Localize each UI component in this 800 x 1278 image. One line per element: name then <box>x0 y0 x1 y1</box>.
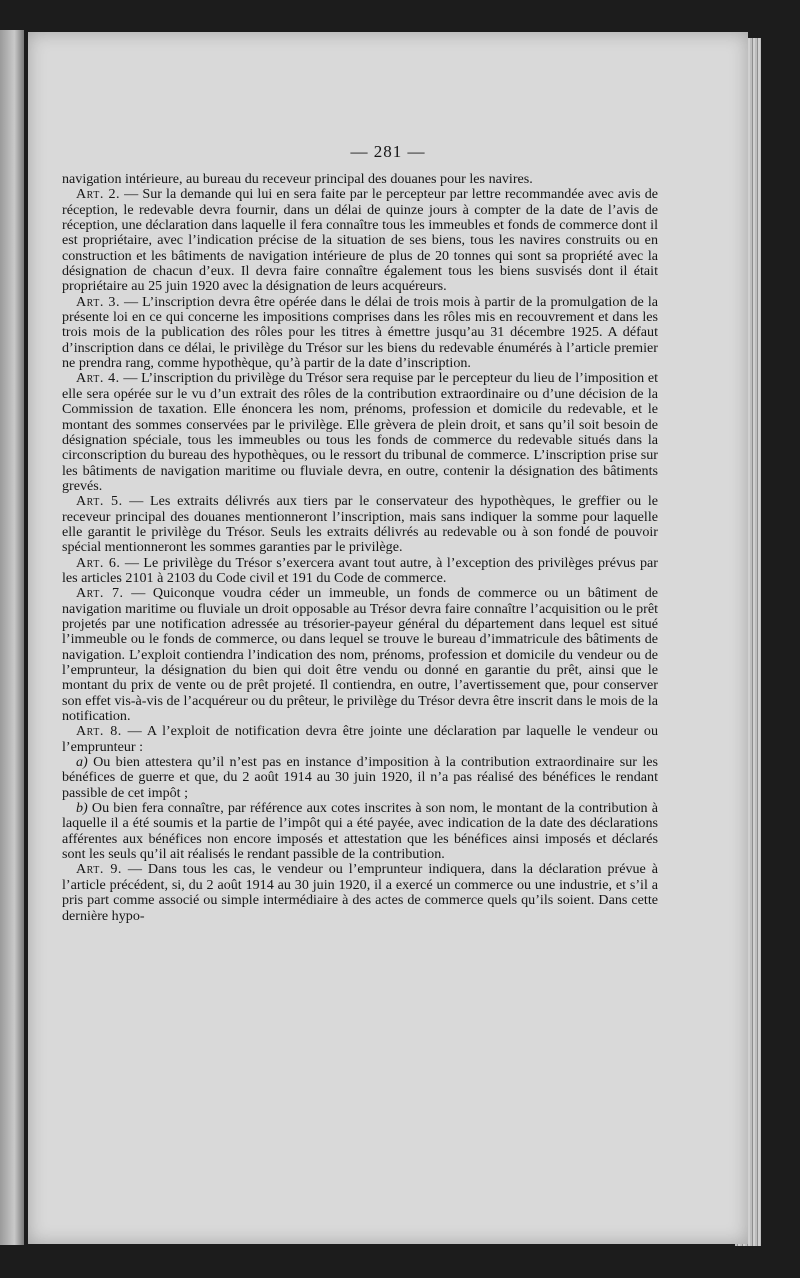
paragraph <box>62 586 658 724</box>
paragraph <box>62 172 658 187</box>
article-label: Art. 7. <box>76 585 124 602</box>
paragraph <box>62 724 658 755</box>
paragraph-text: — Dans tous les cas, le vendeur ou l’emprunteur indiquera, dans la déclaration prévue à l’article précédent, si, du 2 août 1914 au 30 juin 1920, il a exercé un commerce ou une industrie, et s’il a pris part comme associé ou simple intermédiaire à des actes de commerce quels qu’ils soient. Dans cette dernière hypo- <box>62 861 658 924</box>
paragraph <box>62 755 658 801</box>
paragraph <box>62 371 658 494</box>
article-label: Art. 8. <box>76 723 122 740</box>
list-marker: b) <box>76 800 88 817</box>
list-marker: a) <box>76 754 88 771</box>
article-label: Art. 6. <box>76 554 121 571</box>
page-number: — 281 — <box>350 142 426 161</box>
document-page <box>28 32 748 1244</box>
paragraph-text: — Les extraits délivrés aux tiers par le conservateur des hypothèques, le greffier ou le receveur principal des douanes mentionneront l’inscription, mais sans indiquer la somme pour laquelle elle garantit le privilège du Trésor. Seuls les extraits délivrés au redevable ou à son fondé de pouvoir spécial mentionneront les sommes garanties par le privilège. <box>62 493 658 556</box>
paragraph-text: Ou bien fera connaître, par référence aux cotes inscrites à son nom, le montant de la contribution à laquelle il a été soumis et la partie de l’impôt qui a été payée, avec indication de la date des déclarations afférentes aux bénéfices non encore imposés et attestation que les bénéfices ainsi imposés et déclarés sont les seuls qu’il ait réalisés le rendant passible de la contribution. <box>62 800 658 863</box>
paragraph-text: navigation intérieure, au bureau du receveur principal des douanes pour les navires. <box>62 171 533 187</box>
article-label: Art. 5. <box>76 493 123 510</box>
article-label: Art. 3. <box>76 293 120 310</box>
previous-page-edge <box>0 30 24 1245</box>
article-label: Art. 9. <box>76 861 122 878</box>
paragraph <box>62 801 658 862</box>
body-text <box>62 172 658 924</box>
paragraph-text: Ou bien attestera qu’il n’est pas en instance d’imposition à la contribution extraordinaire sur les bénéfices de guerre et que, du 2 août 1914 au 30 juin 1920, il n’a pas réalisé des bénéfices le rendant passible de cet impôt ; <box>62 754 658 801</box>
paragraph-text: — L’inscription devra être opérée dans le délai de trois mois à partir de la promulgation de la présente loi en ce qui concerne les impositions comprises dans les rôles mis en recouvrement et dans les trois mois de la publication des rôles pour les titres à émettre jusqu’au 31 décembre 1925. A défaut d’inscription dans ce délai, le privilège du Trésor sur les biens du redevable énumérés à l’article premier ne prendra rang, comme hypothèque, qu’à partir de la date d’inscription. <box>62 293 658 372</box>
paragraph-text: — Sur la demande qui lui en sera faite par le percepteur par lettre recommandée avec avis de réception, le redevable devra fournir, dans un délai de quinze jours à compter de la date de l’avis de réception, une déclaration dans laquelle il fera connaître tous les immeubles et fonds de commerce dont il est propriétaire, avec l’indication précise de la situation de ses biens, tous les navires construits ou en construction et les bâtiments de navigation intérieure de plus de 20 tonnes qui sont sa propriété avec la désignation de chacun d’eux. Il devra faire connaître également tous les biens susvisés dont il était propriétaire au 25 juin 1920 avec la désignation de leurs acquéreurs. <box>62 186 658 295</box>
paragraph <box>62 187 658 294</box>
paragraph <box>62 295 658 372</box>
paragraph-text: — Le privilège du Trésor s’exercera avant tout autre, à l’exception des privilèges prévus par les articles 2101 à 2103 du Code civil et 191 du Code de commerce. <box>62 554 658 586</box>
article-label: Art. 4. <box>76 370 120 387</box>
paragraph <box>62 862 658 923</box>
paragraph <box>62 494 658 555</box>
article-label: Art. 2. <box>76 186 121 203</box>
paragraph-text: — Quiconque voudra céder un immeuble, un fonds de commerce ou un bâtiment de navigation maritime ou fluviale un droit opposable au Trésor devra faire connaître l’acquisition ou le prêt projetés par une notification adressée au trésorier-payeur général du département dans lequel est situé l’immeuble ou le fonds de commerce, ou dans lequel se trouve le bureau d’immatricule des bâtiments de navigation. L’exploit contiendra l’indication des nom, prénoms, profession et domicile du vendeur ou de l’emprunteur, la désignation du bien qui doit être vendu ou donné en garantie du prêt, ainsi que le montant du prix de vente ou de prêt projeté. Il contiendra, en outre, l’avertissement que, pour conserver son effet vis-à-vis de l’acquéreur ou du prêteur, le privilège du Trésor devra être inscrit dans le mois de la notification. <box>62 585 658 725</box>
paragraph-text: — A l’exploit de notification devra être jointe une déclaration par laquelle le vendeur ou l’emprunteur : <box>62 723 658 755</box>
paragraph-text: — L’inscription du privilège du Trésor sera requise par le percepteur du lieu de l’imposition et elle sera opérée sur le vu d’un extrait des rôles de la contribution extraordinaire ou d’une décision de la Commission de taxation. Elle énoncera les nom, prénoms, profession et domicile du redevable, et le montant des sommes conservées par le privilège. Elle grèvera de plein droit, et sans qu’il soit besoin de désignation spéciale, tous les immeubles ou tous les fonds de commerce du redevable situés dans la circonscription du bureau des hypothèques, ou le ressort du tribunal de commerce. L’inscription prise sur les bâtiments de navigation maritime ou fluviale devra, en outre, contenir la désignation des bâtiments grevés. <box>62 370 658 494</box>
paragraph <box>62 556 658 587</box>
